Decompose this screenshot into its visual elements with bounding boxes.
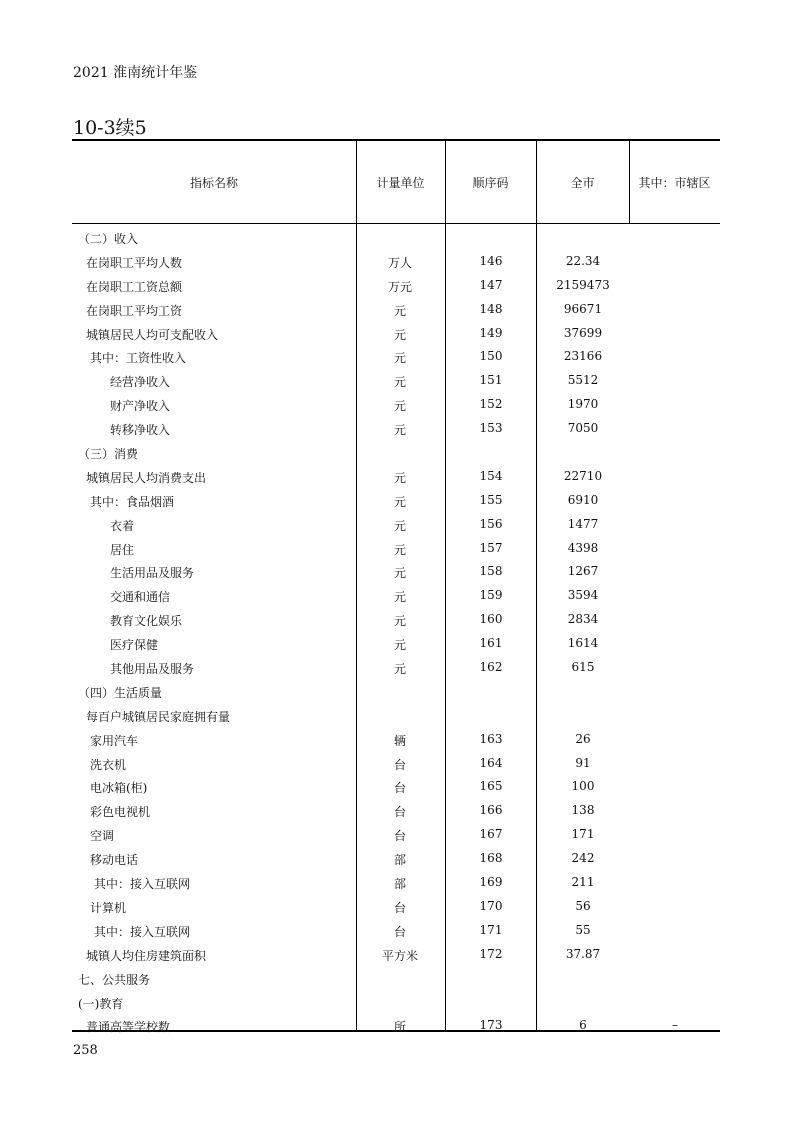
row-unit: 部 [393,853,406,868]
table-row [0,871,793,895]
table-row [0,560,793,584]
row-code: 147 [479,277,503,292]
table-row [0,1014,793,1038]
row-unit: 元 [393,399,406,414]
row-name: 其中：接入互联网 [94,877,191,892]
row-name: 城镇居民人均可支配收入 [86,327,219,342]
table-row [0,775,793,799]
row-city-value: 1970 [567,397,599,412]
row-city-value: 22710 [563,468,603,483]
row-name: 转移净收入 [110,423,171,438]
column-header-name: 指标名称 [189,176,238,190]
row-unit: 元 [393,470,406,485]
row-unit: 元 [393,494,406,509]
row-city-value: 3594 [567,588,599,603]
row-name: 空调 [90,829,115,844]
table-row [0,393,793,417]
table-row [0,513,793,537]
table-row [0,799,793,823]
row-city-value: 6910 [567,492,599,507]
yearbook-title: 2021 淮南统计年鉴 [73,65,198,81]
row-name: 在岗职工工资总额 [86,279,183,294]
row-city-value: 1614 [567,636,599,651]
row-name: 其中：接入互联网 [94,924,191,939]
row-code: 164 [479,755,503,770]
row-name: 经营净收入 [110,375,171,390]
row-code: 165 [479,779,503,794]
row-code: 149 [479,325,503,340]
row-name: 洗衣机 [90,757,127,772]
row-name: （二）收入 [78,232,139,246]
row-name: （三）消费 [78,447,139,462]
row-name: 城镇居民人均消费支出 [86,470,207,485]
row-city-value: 242 [571,851,595,866]
row-city-value: 6 [579,1018,587,1033]
row-name: 计算机 [90,900,127,915]
table-row [0,322,793,346]
row-name: 彩色电视机 [90,805,151,820]
row-unit: 台 [393,829,406,844]
row-unit: 台 [393,781,406,796]
row-code: 162 [479,660,503,675]
row-unit: 元 [393,590,406,605]
row-name: 教育文化娱乐 [110,614,183,629]
row-unit: 元 [393,614,406,629]
table-row [0,537,793,561]
row-code: 166 [479,803,503,818]
row-city-value: 56 [575,898,591,913]
row-code: 146 [479,253,503,268]
table-row [0,345,793,369]
row-code: 150 [479,349,503,364]
row-code: 169 [479,875,503,890]
row-city-value: 91 [575,755,591,770]
row-city-value: 37.87 [565,946,601,961]
table-row [0,919,793,943]
row-name: 在岗职工平均人数 [86,255,183,270]
row-code: 152 [479,397,503,412]
row-name: 七、公共服务 [78,972,151,987]
table-row [0,489,793,513]
table-row [0,656,793,680]
row-unit: 元 [393,662,406,677]
row-code: 157 [479,540,503,555]
table-row [0,847,793,871]
row-city-value: 4398 [567,540,599,555]
row-name: 其中：工资性收入 [90,351,187,366]
row-name: 每百户城镇居民家庭拥有量 [86,709,231,724]
row-unit: 部 [393,877,406,892]
header-bottom-rule [72,223,720,224]
row-city-value: 171 [571,827,595,842]
row-code: 161 [479,636,503,651]
row-unit: 元 [393,327,406,342]
row-unit: 元 [393,518,406,533]
table-row [0,417,793,441]
table-row [0,967,793,991]
row-name: 城镇人均住房建筑面积 [86,948,207,963]
row-code: 170 [479,898,503,913]
column-header-code: 顺序码 [472,176,509,190]
row-city-value: 96671 [563,301,603,316]
row-unit: 元 [393,375,406,390]
row-unit: 台 [393,900,406,915]
column-header-district: 其中：市辖区 [638,176,711,190]
row-code: 163 [479,731,503,746]
table-number: 10-3续5 [73,117,147,139]
row-city-value: 55 [575,922,591,937]
row-name: 交通和通信 [110,590,171,605]
column-header-unit: 计量单位 [376,176,425,190]
row-unit: 辆 [393,733,406,748]
row-unit: 元 [393,542,406,557]
row-name: 其他用品及服务 [110,662,195,677]
row-unit: 所 [393,1020,406,1035]
row-unit: 元 [393,351,406,366]
row-name: (一)教育 [78,996,124,1011]
row-code: 172 [479,946,503,961]
table-row [0,226,793,250]
table-row [0,680,793,704]
table-row [0,632,793,656]
row-code: 168 [479,851,503,866]
row-unit: 元 [393,423,406,438]
row-name: 普通高等学校数 [86,1020,171,1035]
row-code: 159 [479,588,503,603]
row-code: 173 [479,1018,503,1033]
table-row [0,250,793,274]
row-district-value: – [672,1018,678,1033]
row-name: 衣着 [110,518,135,533]
table-row [0,584,793,608]
table-row [0,752,793,776]
row-code: 153 [479,421,503,436]
row-code: 148 [479,301,503,316]
table-top-rule [72,139,720,141]
row-name: 医疗保健 [110,638,159,653]
row-name: （四）生活质量 [78,685,163,700]
row-city-value: 100 [571,779,595,794]
row-unit: 元 [393,303,406,318]
table-row [0,298,793,322]
row-city-value: 7050 [567,421,599,436]
row-unit: 万人 [387,255,412,270]
row-name: 其中：食品烟酒 [90,494,175,509]
row-name: 生活用品及服务 [110,566,195,581]
row-code: 155 [479,492,503,507]
row-city-value: 1267 [567,564,599,579]
row-city-value: 5512 [567,373,599,388]
table-row [0,369,793,393]
row-code: 156 [479,516,503,531]
table-row [0,465,793,489]
row-city-value: 211 [571,875,595,890]
row-city-value: 2834 [567,612,599,627]
row-code: 158 [479,564,503,579]
table-row [0,441,793,465]
row-code: 154 [479,468,503,483]
row-city-value: 26 [575,731,591,746]
row-unit: 平方米 [381,948,418,963]
page-number: 258 [73,1043,98,1058]
row-code: 151 [479,373,503,388]
row-code: 171 [479,922,503,937]
row-city-value: 23166 [563,349,603,364]
table-row [0,704,793,728]
row-city-value: 37699 [563,325,603,340]
row-unit: 元 [393,566,406,581]
row-name: 在岗职工平均工资 [86,303,183,318]
row-city-value: 1477 [567,516,599,531]
column-header-city: 全市 [570,176,595,190]
row-name: 财产净收入 [110,399,171,414]
table-row [0,608,793,632]
row-city-value: 22.34 [565,253,601,268]
row-unit: 台 [393,805,406,820]
row-unit: 万元 [387,279,412,294]
table-row [0,991,793,1015]
row-name: 移动电话 [90,853,139,868]
row-name: 家用汽车 [90,733,139,748]
row-city-value: 615 [571,660,595,675]
table-row [0,823,793,847]
table-body [0,226,793,1038]
row-unit: 台 [393,924,406,939]
row-code: 167 [479,827,503,842]
row-city-value: 2159473 [556,277,610,292]
row-unit: 元 [393,638,406,653]
table-row [0,728,793,752]
row-name: 电冰箱(柜) [90,781,148,796]
table-row [0,895,793,919]
row-name: 居住 [110,542,135,557]
row-code: 160 [479,612,503,627]
row-city-value: 138 [571,803,595,818]
table-row [0,274,793,298]
table-row [0,943,793,967]
row-unit: 台 [393,757,406,772]
